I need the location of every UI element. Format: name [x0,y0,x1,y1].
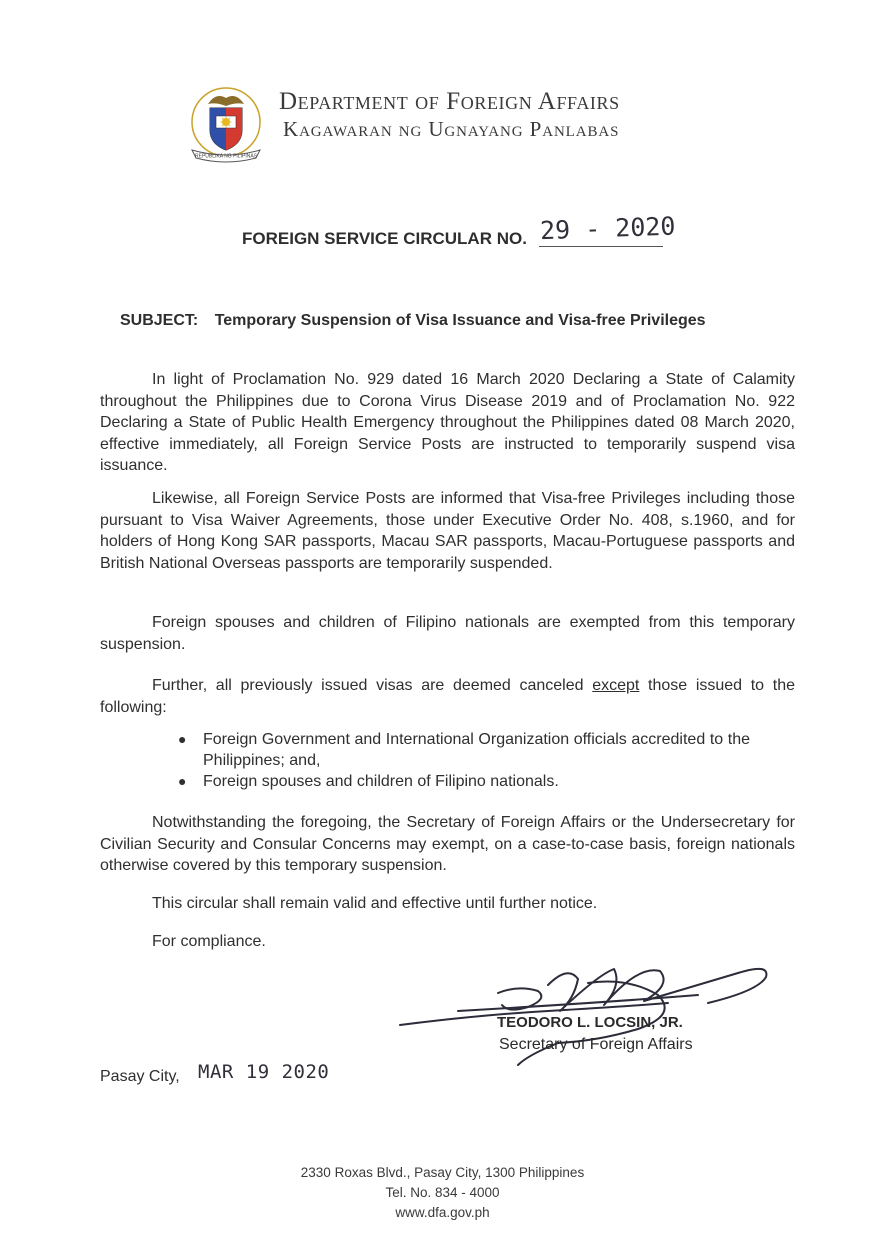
footer-contact [0,1163,885,1223]
paragraph-4-text [100,675,795,718]
paragraph-7 [100,931,795,953]
paragraph-5-text: Notwithstanding the foregoing, the Secretary of Foreign Affairs or the Undersecretary for Civilian Security and Consular Concerns may exempt, on a case-to-case basis, foreign nationals otherwise covered by this temporary suspension. [100,814,795,874]
issue-date-handwritten: MAR 19 2020 [198,1061,330,1083]
paragraph-5 [100,812,795,877]
exemption-list [178,729,750,792]
footer-website: www.dfa.gov.ph [395,1205,490,1220]
department-name-filipino: Kagawaran ng Ugnayang Panlabas [283,117,620,141]
list-item [178,729,750,771]
bullet-icon: ● [178,731,187,747]
paragraph-7-text: For compliance. [152,933,266,950]
signatory-name: TEODORO L. LOCSIN, JR. [497,1014,683,1031]
paragraph-6-text: This circular shall remain valid and effective until further notice. [152,895,598,912]
circular-number-underline [539,246,663,247]
circular-number-handwritten: 29 - 2020 [539,211,676,246]
list-item [178,771,750,792]
department-name-english: Department of Foreign Affairs [279,88,620,115]
place-of-issue: Pasay City, [100,1068,180,1085]
subject-label: SUBJECT: [120,312,199,329]
paragraph-2 [100,488,795,574]
circular-label: FOREIGN SERVICE CIRCULAR NO. [242,229,527,248]
paragraph-6 [100,893,795,915]
bullet-icon: ● [178,773,187,789]
paragraph-3 [100,612,795,655]
paragraph-4-except: except [592,677,640,694]
list-item-text: Foreign Government and International Organization officials accredited to the Philippines; and, [203,731,750,769]
footer-telephone: Tel. No. 834 - 4000 [385,1185,500,1200]
dfa-seal-icon [186,84,266,164]
subject-text: Temporary Suspension of Visa Issuance and Visa-free Privileges [214,312,706,329]
paragraph-4-after: those issued to the following: [100,677,795,716]
seal-ribbon-text: REPUBLIKA NG PILIPINAS [195,153,257,160]
paragraph-4-before: Further, all previously issued visas are deemed canceled [152,677,593,694]
paragraph-1-text: In light of Proclamation No. 929 dated 16 March 2020 Declaring a State of Calamity throughout the Philippines due to Corona Virus Disease 2019 and of Proclamation No. 922 Declaring a State of Public Health Emergency throughout the Philippines dated 08 March 2020, effective immediately, all Foreign Service Posts are instructed to temporarily suspend visa issuance. [100,371,795,474]
paragraph-1 [100,369,795,477]
subject-line [120,312,706,330]
list-item-text: Foreign spouses and children of Filipino nationals. [203,773,559,790]
footer-address: 2330 Roxas Blvd., Pasay City, 1300 Philippines [300,1165,585,1180]
paragraph-3-text: Foreign spouses and children of Filipino nationals are exempted from this temporary suspension. [100,614,795,653]
paragraph-2-text: Likewise, all Foreign Service Posts are informed that Visa-free Privileges including those pursuant to Visa Waiver Agreements, those under Executive Order No. 408, s.1960, and for holders of Hong Kong SAR passports, Macau SAR passports, Macau-Portuguese passports and British National Overseas passports are temporarily suspended. [100,490,795,572]
paragraph-4 [100,675,795,718]
signatory-title: Secretary of Foreign Affairs [499,1036,693,1053]
